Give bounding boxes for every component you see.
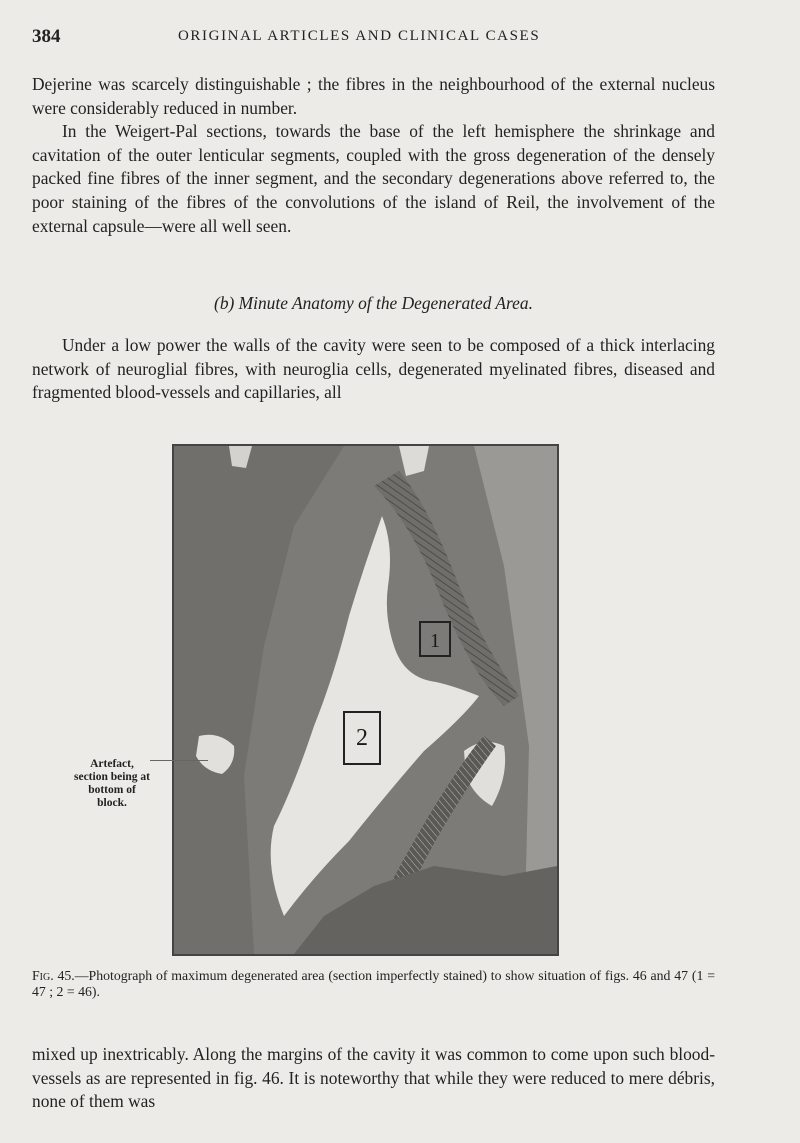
text-block-top bbox=[32, 73, 715, 238]
page-header bbox=[32, 22, 722, 52]
figure-caption bbox=[32, 968, 715, 1000]
paragraph-low-power: Under a low power the walls of the cavity were seen to be composed of a thick interlacing network of neuroglial fibres, with neuroglia cells, degenerated myelinated fibres, diseased and fragmented blood-vessels and capillaries, all bbox=[32, 335, 715, 403]
artefact-side-label: Artefact, section being at bottom of block. bbox=[73, 758, 151, 809]
section-subheading: (b) Minute Anatomy of the Degenerated Area. bbox=[214, 293, 533, 313]
brain-section-photo bbox=[174, 446, 557, 954]
paragraph-weigert-pal: In the Weigert-Pal sections, towards the base of the left hemisphere the shrinkage and cavitation of the outer lenticular segments, coupled with the gross degeneration of the densely packed fine fibres of the inner segment, and the secondary degenerations above referred to, the poor staining of the fibres of the convolutions of the island of Reil, the involvement of the external capsule—were all well seen. bbox=[32, 121, 715, 236]
figure-caption-label: Fig. 45. bbox=[32, 968, 75, 983]
figure-box-2-label: 2 bbox=[356, 725, 368, 751]
artefact-pointer-line bbox=[150, 760, 208, 761]
text-block-bottom bbox=[32, 1043, 715, 1114]
figure-photograph bbox=[172, 444, 559, 956]
text-block-middle bbox=[32, 334, 715, 405]
figure-caption-text: —Photograph of maximum degenerated area (section imperfectly stained) to show situation of figs. 46 and 47 (1 = 47 ; 2 = 46). bbox=[32, 968, 715, 999]
figure-box-1-label: 1 bbox=[430, 630, 440, 652]
paragraph-continuation: mixed up inextricably. Along the margins of the cavity it was common to come upon such blood-vessels as are represented in fig. 46. It is noteworthy that while they were reduced to mere débris, none of them was bbox=[32, 1044, 715, 1112]
paragraph-continued: Dejerine was scarcely distinguishable ; the fibres in the neighbourhood of the external nucleus were considerably reduced in number. bbox=[32, 74, 715, 118]
page-number: 384 bbox=[32, 26, 61, 47]
running-head: ORIGINAL ARTICLES AND CLINICAL CASES bbox=[178, 28, 541, 44]
